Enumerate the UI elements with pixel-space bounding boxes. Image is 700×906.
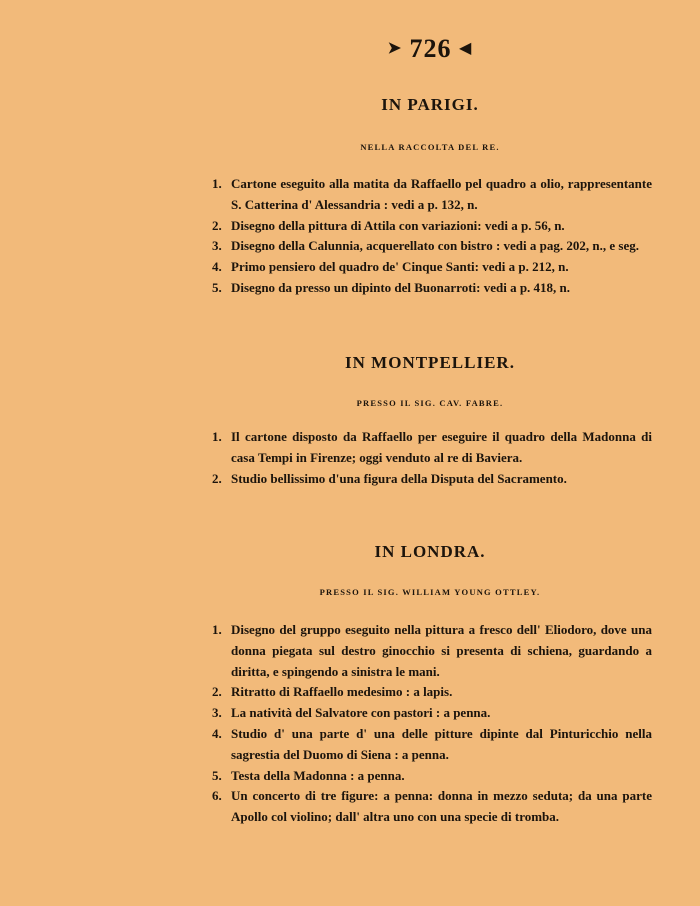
ornament-right-icon: ◀ [459,40,473,57]
list-item: 1. Il cartone disposto da Raffaello per eseguire il quadro della Madonna di casa Tempi in Firenze; oggi venduto al re di Baviera. [212,429,652,465]
page-number-text: 726 [409,34,452,63]
list-item: 4. Studio d' una parte d' una delle pitture dipinte dal Pinturicchio nella sagrestia del Duomo di Siena : a penna. [212,725,652,762]
section-subtitle-parigi: NELLA RACCOLTA DEL RE. [360,142,500,152]
list-item: 3. Disegno della Calunnia, acquerellato con bistro : vedi a pag. 202, n., e seg. [212,238,639,254]
list-item: 6. Un concerto di tre figure: a penna: donna in mezzo seduta; da una parte Apollo col violino; dall' altra uno con una specie di tromba. [212,788,652,825]
list-item: 3. La natività del Salvatore con pastori : a penna. [212,705,491,721]
section-subtitle-londra: PRESSO IL SIG. WILLIAM YOUNG OTTLEY. [319,587,541,597]
ornament-left-icon: ➤ [387,40,403,57]
page-number [0,34,700,64]
list-item: 5. Testa della Madonna : a penna. [212,767,405,783]
section-subtitle-montpellier: PRESSO IL SIG. CAV. FABRE. [356,398,504,408]
list-item: 2. Studio bellissimo d'una figura della Disputa del Sacramento. [212,470,567,486]
section-title-montpellier: IN MONTPELLIER. [345,353,515,372]
list-item: 4. Primo pensiero del quadro de' Cinque Santi: vedi a p. 212, n. [212,259,569,275]
list-parigi [212,174,652,299]
list-item: 1. Disegno del gruppo eseguito nella pittura a fresco dell' Eliodoro, dove una donna piegata sul destro ginocchio si presenta di schiena, guardando a diritta, e spingendo a sinistra le mani. [212,622,652,679]
list-item: 5. Disegno da presso un dipinto del Buonarroti: vedi a p. 418, n. [212,279,571,295]
section-title-parigi: IN PARIGI. [381,95,479,114]
list-montpellier [212,427,652,489]
list-item: 2. Disegno della pittura di Attila con variazioni: vedi a p. 56, n. [212,217,565,233]
list-item: 1. Cartone eseguito alla matita da Raffaello pel quadro a olio, rappresentante S. Catterina d' Alessandria : vedi a p. 132, n. [212,176,652,212]
list-item: 2. Ritratto di Raffaello medesimo : a lapis. [212,684,453,700]
section-title-londra: IN LONDRA. [374,542,486,561]
list-londra [212,620,652,828]
